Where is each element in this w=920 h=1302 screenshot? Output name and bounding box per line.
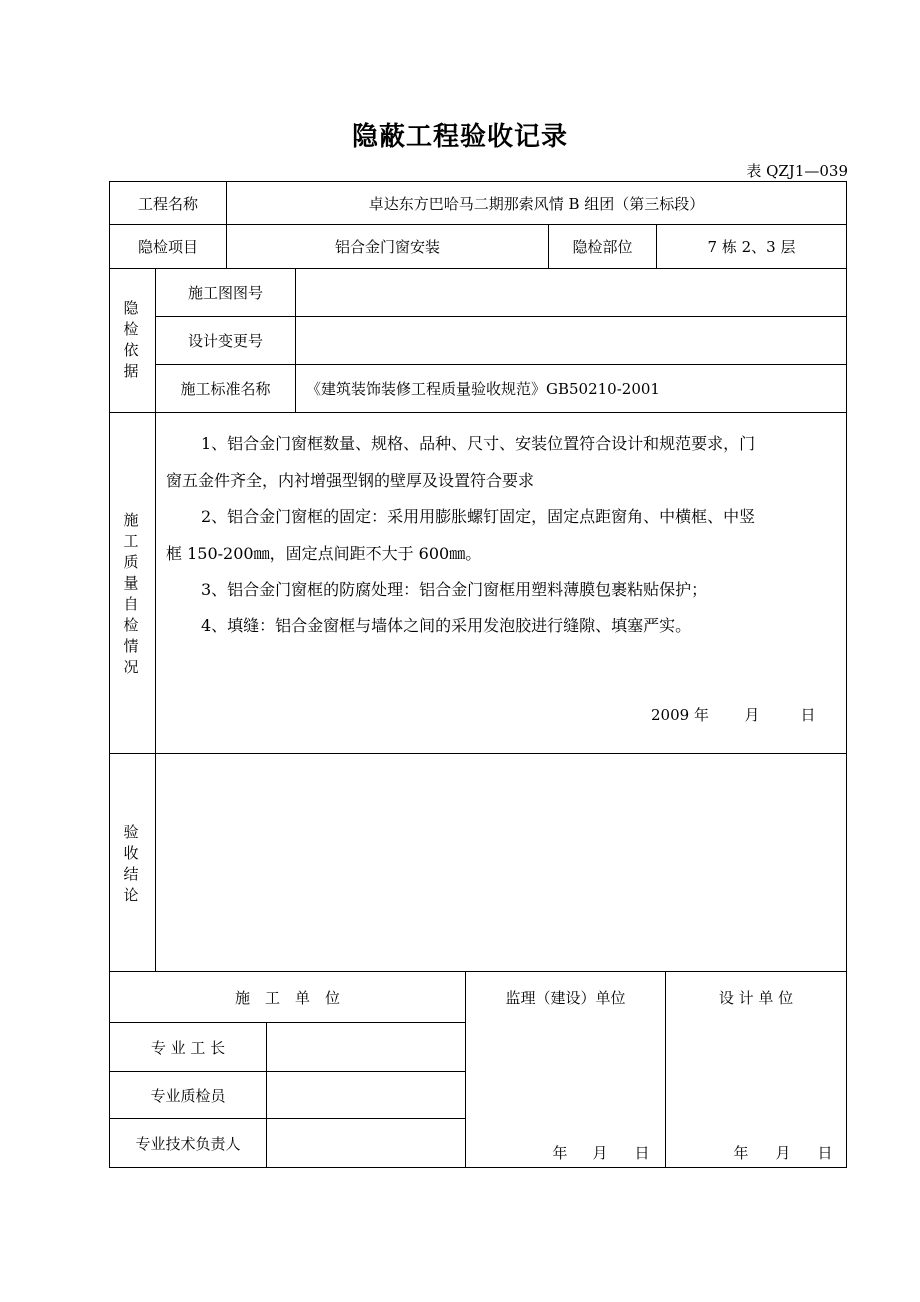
standard-name-label: 施工标准名称 — [180, 380, 271, 398]
design-unit-header: 设 计 单 位 — [718, 988, 794, 1007]
design-date-year: 年 — [733, 1143, 749, 1162]
page-title: 隐蔽工程验收记录 — [351, 122, 568, 152]
construction-unit-header: 施 工 单 位 — [234, 988, 340, 1007]
project-name-label: 工程名称 — [137, 194, 198, 213]
quality-inspector-label: 专业质检员 — [150, 1086, 226, 1105]
design-date-day: 日 — [817, 1143, 833, 1162]
inspection-location-label: 隐检部位 — [572, 238, 633, 256]
self-check-date-year: 2009 年 — [651, 705, 709, 724]
supervision-date-month: 月 — [592, 1143, 608, 1162]
inspection-location-value: 7 栋 2、3 层 — [707, 238, 796, 256]
foreman-label: 专 业 工 长 — [150, 1038, 226, 1057]
self-check-item-2b: 框 150-200㎜，固定点间距不大于 600㎜。 — [166, 544, 482, 563]
supervision-unit-header: 监理（建设）单位 — [505, 988, 626, 1007]
self-check-item-4: 4、填缝：铝合金窗框与墙体之间的采用发泡胶进行缝隙、填塞严实。 — [201, 616, 692, 635]
self-check-label: 施工质量自检情况 — [123, 511, 139, 676]
supervision-date-year: 年 — [552, 1143, 568, 1162]
self-check-item-1a: 1、铝合金门窗框数量、规格、品种、尺寸、安装位置符合设计和规范要求，门 — [201, 434, 756, 453]
design-change-label: 设计变更号 — [187, 332, 263, 350]
conclusion-label: 验收结论 — [123, 823, 139, 904]
tech-lead-label: 专业技术负责人 — [135, 1135, 241, 1153]
design-change-value — [296, 317, 846, 364]
supervision-date-day: 日 — [634, 1143, 650, 1162]
self-check-date-day: 日 — [800, 705, 816, 724]
drawing-number-label: 施工图图号 — [187, 284, 263, 302]
self-check-item-1b: 窗五金件齐全，内衬增强型钢的壁厚及设置符合要求 — [166, 471, 535, 490]
inspection-item-label: 隐检项目 — [137, 238, 198, 256]
self-check-item-2a: 2、铝合金门窗框的固定：采用用膨胀螺钉固定，固定点距窗角、中横框、中竖 — [201, 507, 756, 526]
project-name-value: 卓达东方巴哈马二期那索风情 B 组团（第三标段） — [368, 194, 705, 213]
inspection-item-value: 铝合金门窗安装 — [334, 238, 440, 256]
self-check-item-3: 3、铝合金门窗框的防腐处理：铝合金门窗框用塑料薄膜包裹粘贴保护； — [201, 580, 708, 599]
basis-label: 隐检依据 — [123, 299, 139, 380]
conclusion-value — [156, 754, 846, 971]
form-number: 表 QZJ1—039 — [746, 162, 848, 180]
self-check-date-month: 月 — [744, 705, 760, 724]
design-date-month: 月 — [775, 1143, 791, 1162]
standard-name-value: 《建筑装饰装修工程质量验收规范》GB50210-2001 — [306, 380, 660, 398]
drawing-number-value — [296, 269, 846, 316]
